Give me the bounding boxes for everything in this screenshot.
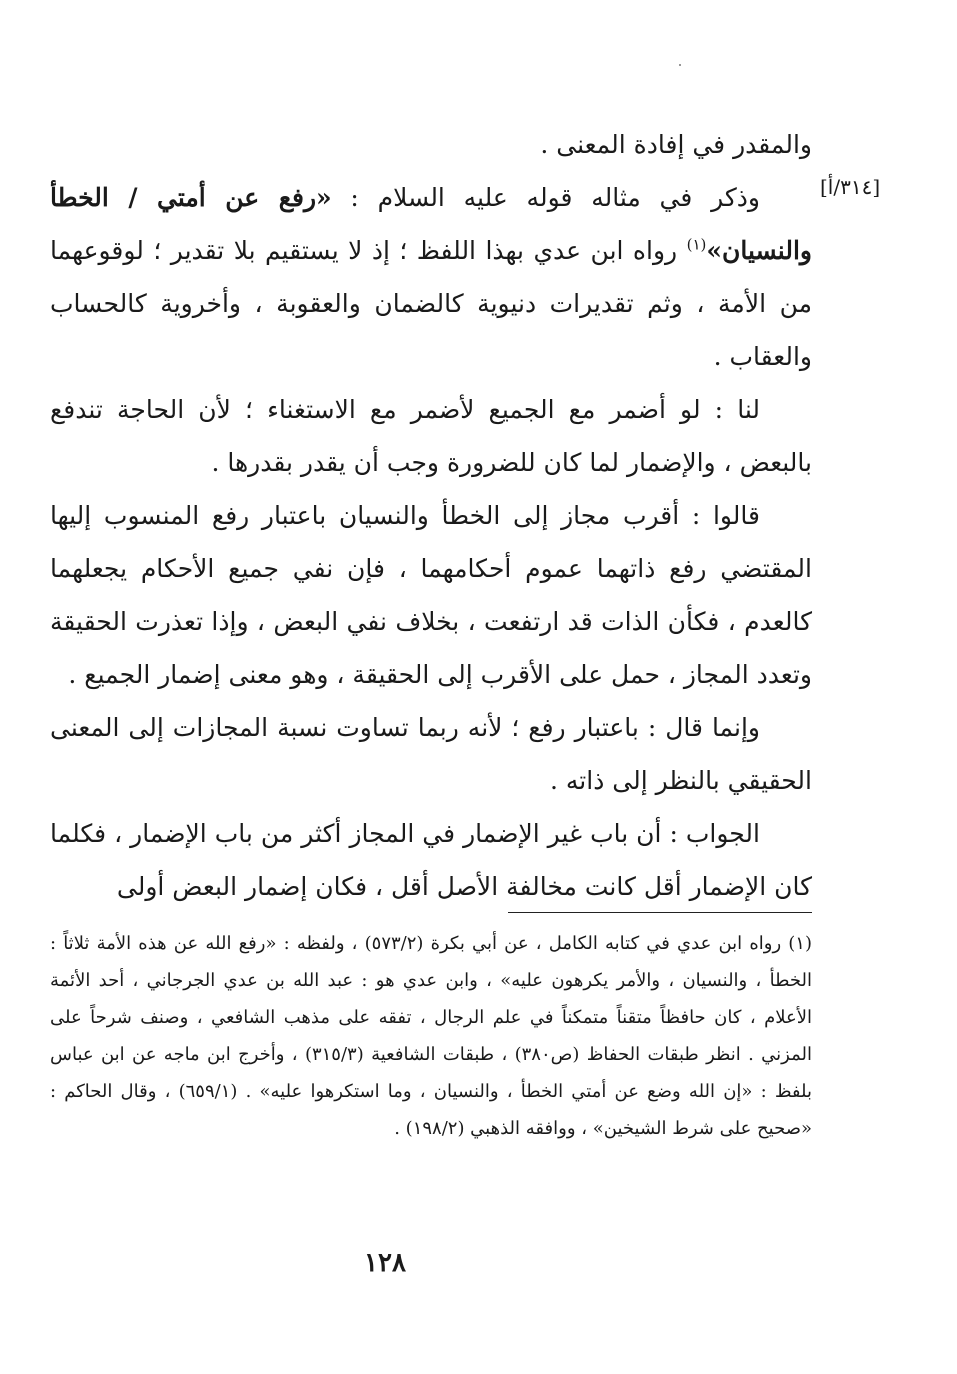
paragraph-4: قالوا : أقرب مجاز إلى الخطأ والنسيان باعتبار رفع المنسوب إليها المقتضي رفع ذاتهما عموم أحكامهما ، فإن نفي جميع الأحكام يجعلهما كالعدم ، فكأن الذات قد ارتفعت ، بخلاف نفي البعض ، وإذا تعذرت الحقيقة وتعدد المجاز ، حمل على الأقرب إلى الحقيقة ، وهو معنى إضمار الجميع .	[50, 501, 812, 689]
paragraph-2-rest: رواه ابن عدي بهذا اللفظ ؛ إذ لا يستقيم بلا تقدير ؛ لوقوعهما من الأمة ، وثم تقديرات دنيوية كالضمان والعقوبة ، وأخروية كالحساب والعقاب .	[50, 236, 813, 371]
footnote-1: (١) رواه ابن عدي في كتابه الكامل ، عن أبي بكرة (٥٧٣/٢) ، ولفظه : «رفع الله عن هذه الأمة ثلاثاً : الخطأ ، والنسيان ، والأمر يكرهون عليه» ، وابن عدي هو : عبد الله بن عدي الجرجاني ، أحد الأئمة الأعلام ، كان حافظاً متقناً متمكناً في علم الرجال ، تفقه على مذهب الشافعي ، وصنف شرحاً على المزني . انظر طبقات الحفاظ (ص٣٨٠) ، طبقات الشافعية (٣١٥/٣) ، وأخرج ابن ماجه عن ابن عباس بلفظ : «إن الله وضع عن أمتي الخطأ ، والنسيان ، وما استكرهوا عليه» . (٦٥٩/١) ، وقال الحاكم : «صحيح على شرط الشيخين» ، ووافقه الذهبي (١٩٨/٢) .	[50, 933, 813, 1139]
paragraph-2	[50, 171, 812, 383]
footnote-divider	[508, 912, 812, 913]
page-number: ١٢٨	[364, 1248, 406, 1278]
footnote-reference[interactable]: (١)	[686, 235, 707, 254]
paragraph-1: والمقدر في إفادة المعنى .	[540, 130, 812, 159]
paragraph-6: الجواب : أن باب غير الإضمار في المجاز أكثر من باب الإضمار ، فكلما كان الإضمار أقل كانت مخالفة الأصل أقل ، فكان إضمار البعض أولى	[50, 819, 812, 901]
paragraph-2-intro: وذكر في مثاله قوله عليه السلام :	[331, 183, 760, 212]
paragraph-3: لنا : لو أضمر مع الجميع لأضمر مع الاستغناء ؛ لأن الحاجة تندفع بالبعض ، والإضمار لما كان للضرورة وجب أن يقدر بقدرها .	[50, 395, 812, 477]
hadith-quote: «رفع عن أمتي / الخطأ والنسيان»	[50, 183, 812, 265]
paragraph-5: وإنما قال : باعتبار رفع ؛ لأنه ربما تساوت نسبة المجازات إلى المعنى الحقيقي بالنظر إلى ذاته .	[50, 713, 812, 795]
manuscript-folio-reference: [٣١٤/أ]	[820, 175, 881, 199]
footnotes	[50, 925, 812, 1147]
main-text	[50, 118, 812, 913]
speck-mark	[679, 64, 681, 66]
